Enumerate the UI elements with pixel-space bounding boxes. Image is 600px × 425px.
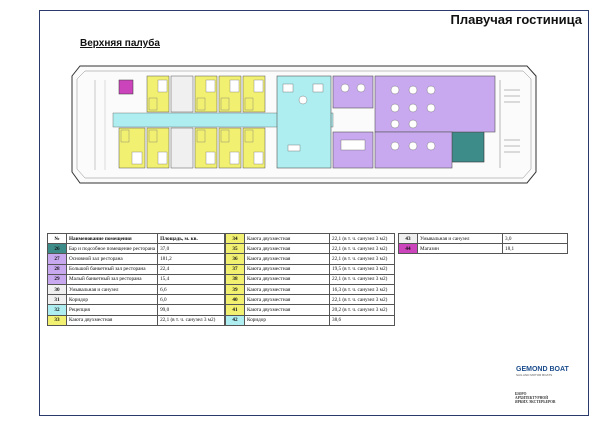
room-name: Каюта двухместная [245, 234, 330, 244]
room-area: 16,3 (в т. ч. санузел 3 м2) [330, 284, 395, 294]
room-number: 26 [48, 244, 67, 254]
room-number: 35 [226, 244, 245, 254]
room-number: 34 [226, 234, 245, 244]
room-table-col3 [398, 233, 568, 254]
room-number: 41 [226, 305, 245, 315]
table-header-row [48, 234, 225, 244]
room-area: 22,1 (в т. ч. санузел 3 м2) [330, 234, 395, 244]
header-num: № [48, 234, 67, 244]
studio-line1: БЮРО [515, 392, 527, 396]
table-row [226, 305, 395, 315]
room-number: 29 [48, 274, 67, 284]
room-number: 40 [226, 295, 245, 305]
room-name: Каюта двухместная [245, 274, 330, 284]
room-name: Коридор [67, 295, 158, 305]
brand-sub: SAIL AND MOTOR BOATS [516, 373, 553, 377]
cabin-upper-5 [171, 76, 193, 112]
table-row [48, 264, 225, 274]
room-name: Каюта двухместная [245, 264, 330, 274]
room-area: 3,0 [503, 234, 568, 244]
room-number: 27 [48, 254, 67, 264]
room-number: 38 [226, 274, 245, 284]
gemond-boat-logo [516, 366, 569, 377]
room-number: 32 [48, 305, 67, 315]
room-number: 30 [48, 284, 67, 294]
room-area: 38,6 [330, 315, 395, 325]
studio-logo [515, 392, 555, 404]
studio-line3: ЯРКИХ ЭКСТЕРЬЕРОВ [515, 400, 556, 404]
table-row [226, 274, 395, 284]
room-number: 39 [226, 284, 245, 294]
room-area: 20,2 (в т. ч. санузел 3 м2) [330, 305, 395, 315]
header-name: Наименование помещения [67, 234, 158, 244]
table-row [48, 305, 225, 315]
table-row [48, 315, 225, 325]
room-area: 19,5 (в т. ч. санузел 3 м2) [330, 264, 395, 274]
room-name: Малый банкетный зал ресторана [67, 274, 158, 284]
room-name: Каюта двухместная [245, 295, 330, 305]
room-number: 36 [226, 254, 245, 264]
room-number: 28 [48, 264, 67, 274]
room-name: Большой банкетный зал ресторана [67, 264, 158, 274]
room-name: Магазин [418, 244, 503, 254]
room-table-col1 [47, 233, 225, 326]
room-name: Умывальная и санузел [67, 284, 158, 294]
room-number: 31 [48, 295, 67, 305]
table-row [226, 234, 395, 244]
room-area: 6,0 [158, 295, 225, 305]
room-area: 22,4 [158, 264, 225, 274]
table-row [48, 274, 225, 284]
deck-subtitle: Верхняя палуба [80, 38, 160, 49]
room-area: 22,1 (в т. ч. санузел 3 м2) [330, 295, 395, 305]
table-row [48, 254, 225, 264]
brand-name: GEMOND BOAT [516, 366, 569, 373]
room-area: 22,1 (в т. ч. санузел 3 м2) [330, 254, 395, 264]
table-row [226, 254, 395, 264]
room-number: 43 [399, 234, 418, 244]
room-number: 37 [226, 264, 245, 274]
room-name: Рецепция [67, 305, 158, 315]
room-26-bar [452, 132, 484, 162]
room-28-big-banquet [333, 76, 373, 108]
room-name: Основной зал ресторана [67, 254, 158, 264]
room-number: 42 [226, 315, 245, 325]
room-44-shop [119, 80, 133, 94]
table-row [226, 295, 395, 305]
room-area: 15,4 [158, 274, 225, 284]
table-row [226, 284, 395, 294]
room-area: 18,1 [503, 244, 568, 254]
room-name: Каюта двухместная [67, 315, 158, 325]
room-number: 33 [48, 315, 67, 325]
room-name: Коридор [245, 315, 330, 325]
room-number: 44 [399, 244, 418, 254]
room-area: 99,0 [158, 305, 225, 315]
room-table-col2 [225, 233, 395, 326]
table-row [399, 244, 568, 254]
table-row [226, 264, 395, 274]
room-area: 22,1 (в т. ч. санузел 3 м2) [158, 315, 225, 325]
table-row [399, 234, 568, 244]
table-row [48, 284, 225, 294]
table-row [226, 244, 395, 254]
room-area: 181,2 [158, 254, 225, 264]
room-name: Каюта двухместная [245, 244, 330, 254]
room-name: Каюта двухместная [245, 284, 330, 294]
header-area: Площадь, м. кв. [158, 234, 225, 244]
room-area: 6,6 [158, 284, 225, 294]
room-area: 22,1 (в т. ч. санузел 3 м2) [330, 274, 395, 284]
room-area: 22,1 (в т. ч. санузел 3 м2) [330, 244, 395, 254]
room-name: Умывальная и санузел [418, 234, 503, 244]
table-row [226, 315, 395, 325]
studio-line2: АРХИТЕКТУРНОЙ [515, 396, 549, 400]
table-row [48, 244, 225, 254]
cabin-lower-6 [171, 128, 193, 168]
room-name: Бар и подсобное помещение ресторана [67, 244, 158, 254]
page-title: Плавучая гостиница [450, 12, 582, 27]
room-name: Каюта двухместная [245, 305, 330, 315]
room-area: 37,0 [158, 244, 225, 254]
table-row [48, 295, 225, 305]
room-name: Каюта двухместная [245, 254, 330, 264]
